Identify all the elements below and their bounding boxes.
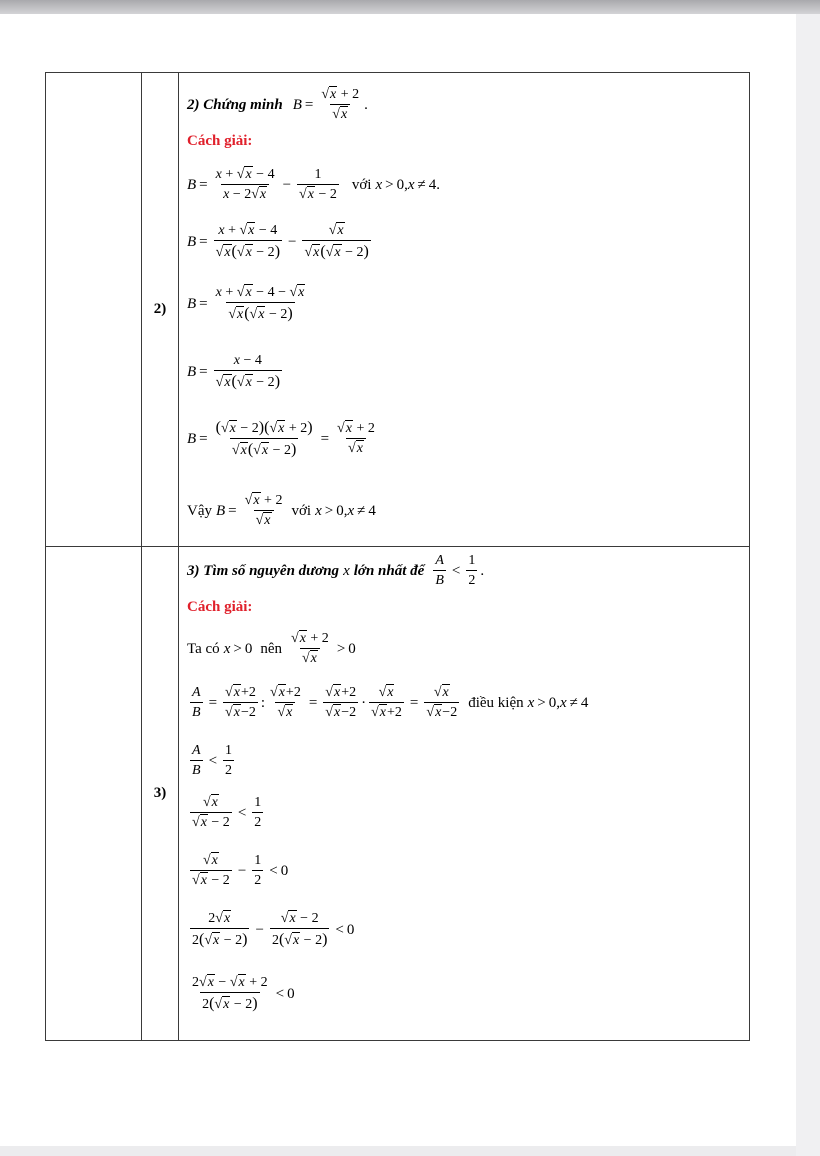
equation-line: A B < 1 2 [192, 743, 233, 779]
equation-line: $\frac{A}{B}$ = $\frac{√x+2}{√x-2}$ : $\frac{√x+2}{√x}$ = $\frac{√x+2}{√x-2}$ · $\frac{√x}{√x+2}$ = $\frac{√x}{√x-2}$ điều kiện x > 0, x ≠ 4 [192, 685, 589, 721]
row-label: 2) [142, 73, 179, 547]
method-label: Cách giải: [187, 133, 253, 149]
solution-table [45, 72, 750, 1041]
equation-line: B = $\frac{x + √x - 4}{x - 2√x}$ − $\frac{1}{√x - 2}$ với x > 0, x ≠ 4. [187, 167, 441, 203]
problem-statement: 2) Chứng minh B = $\frac{√x + 2}{√x}$ . [187, 87, 368, 123]
table-row [46, 547, 750, 1041]
table-row [46, 73, 750, 547]
scroll-gutter [796, 14, 820, 1156]
solution-cell [179, 73, 750, 547]
row-label: 3) [142, 547, 179, 1041]
conclusion-line: Vậy B = $\frac{√x + 2}{√x}$ với x > 0, x ≠ 4 [187, 493, 376, 529]
equation-line: √x √x − 2 − $\frac{1}{2}$ < 0 [192, 853, 289, 889]
equation-line: B = $\frac{x + √x - 4}{√x(√x - 2)}$ − $\frac{√x}{√x(√x - 2)}$ [187, 223, 369, 261]
solution-cell [179, 547, 750, 1041]
equation-line: 2√x 2(√x − 2) − $\frac{√x - 2}{2(√x - 2)}$ < 0 [192, 911, 355, 949]
equation-line: Ta có x > 0 nên √x + 2 √x > 0 [187, 631, 356, 667]
window-top-bar [0, 0, 820, 14]
equation-line: 2√x − √x + 2 2(√x − 2) < 0 [192, 975, 295, 1013]
page-bottom-gap [0, 1146, 796, 1156]
empty-column-cell [46, 547, 142, 1041]
equation-line: B = $\frac{x - 4}{√x(√x - 2)}$ [187, 353, 281, 391]
equation-line: B = $\frac{(√x - 2)(√x + 2)}{√x(√x - 2)}$ = $\frac{√x + 2}{√x}$ [187, 419, 375, 459]
equation-line: B = $\frac{x + √x - 4 - √x}{√x(√x - 2)}$ [187, 285, 305, 323]
method-label: Cách giải: [187, 599, 253, 615]
empty-column-cell [46, 73, 142, 547]
equation-line: √x √x − 2 < 1 2 [192, 795, 262, 831]
problem-statement: 3) Tìm số nguyên dương x lớn nhất để A B < 1 2 . [187, 553, 485, 589]
